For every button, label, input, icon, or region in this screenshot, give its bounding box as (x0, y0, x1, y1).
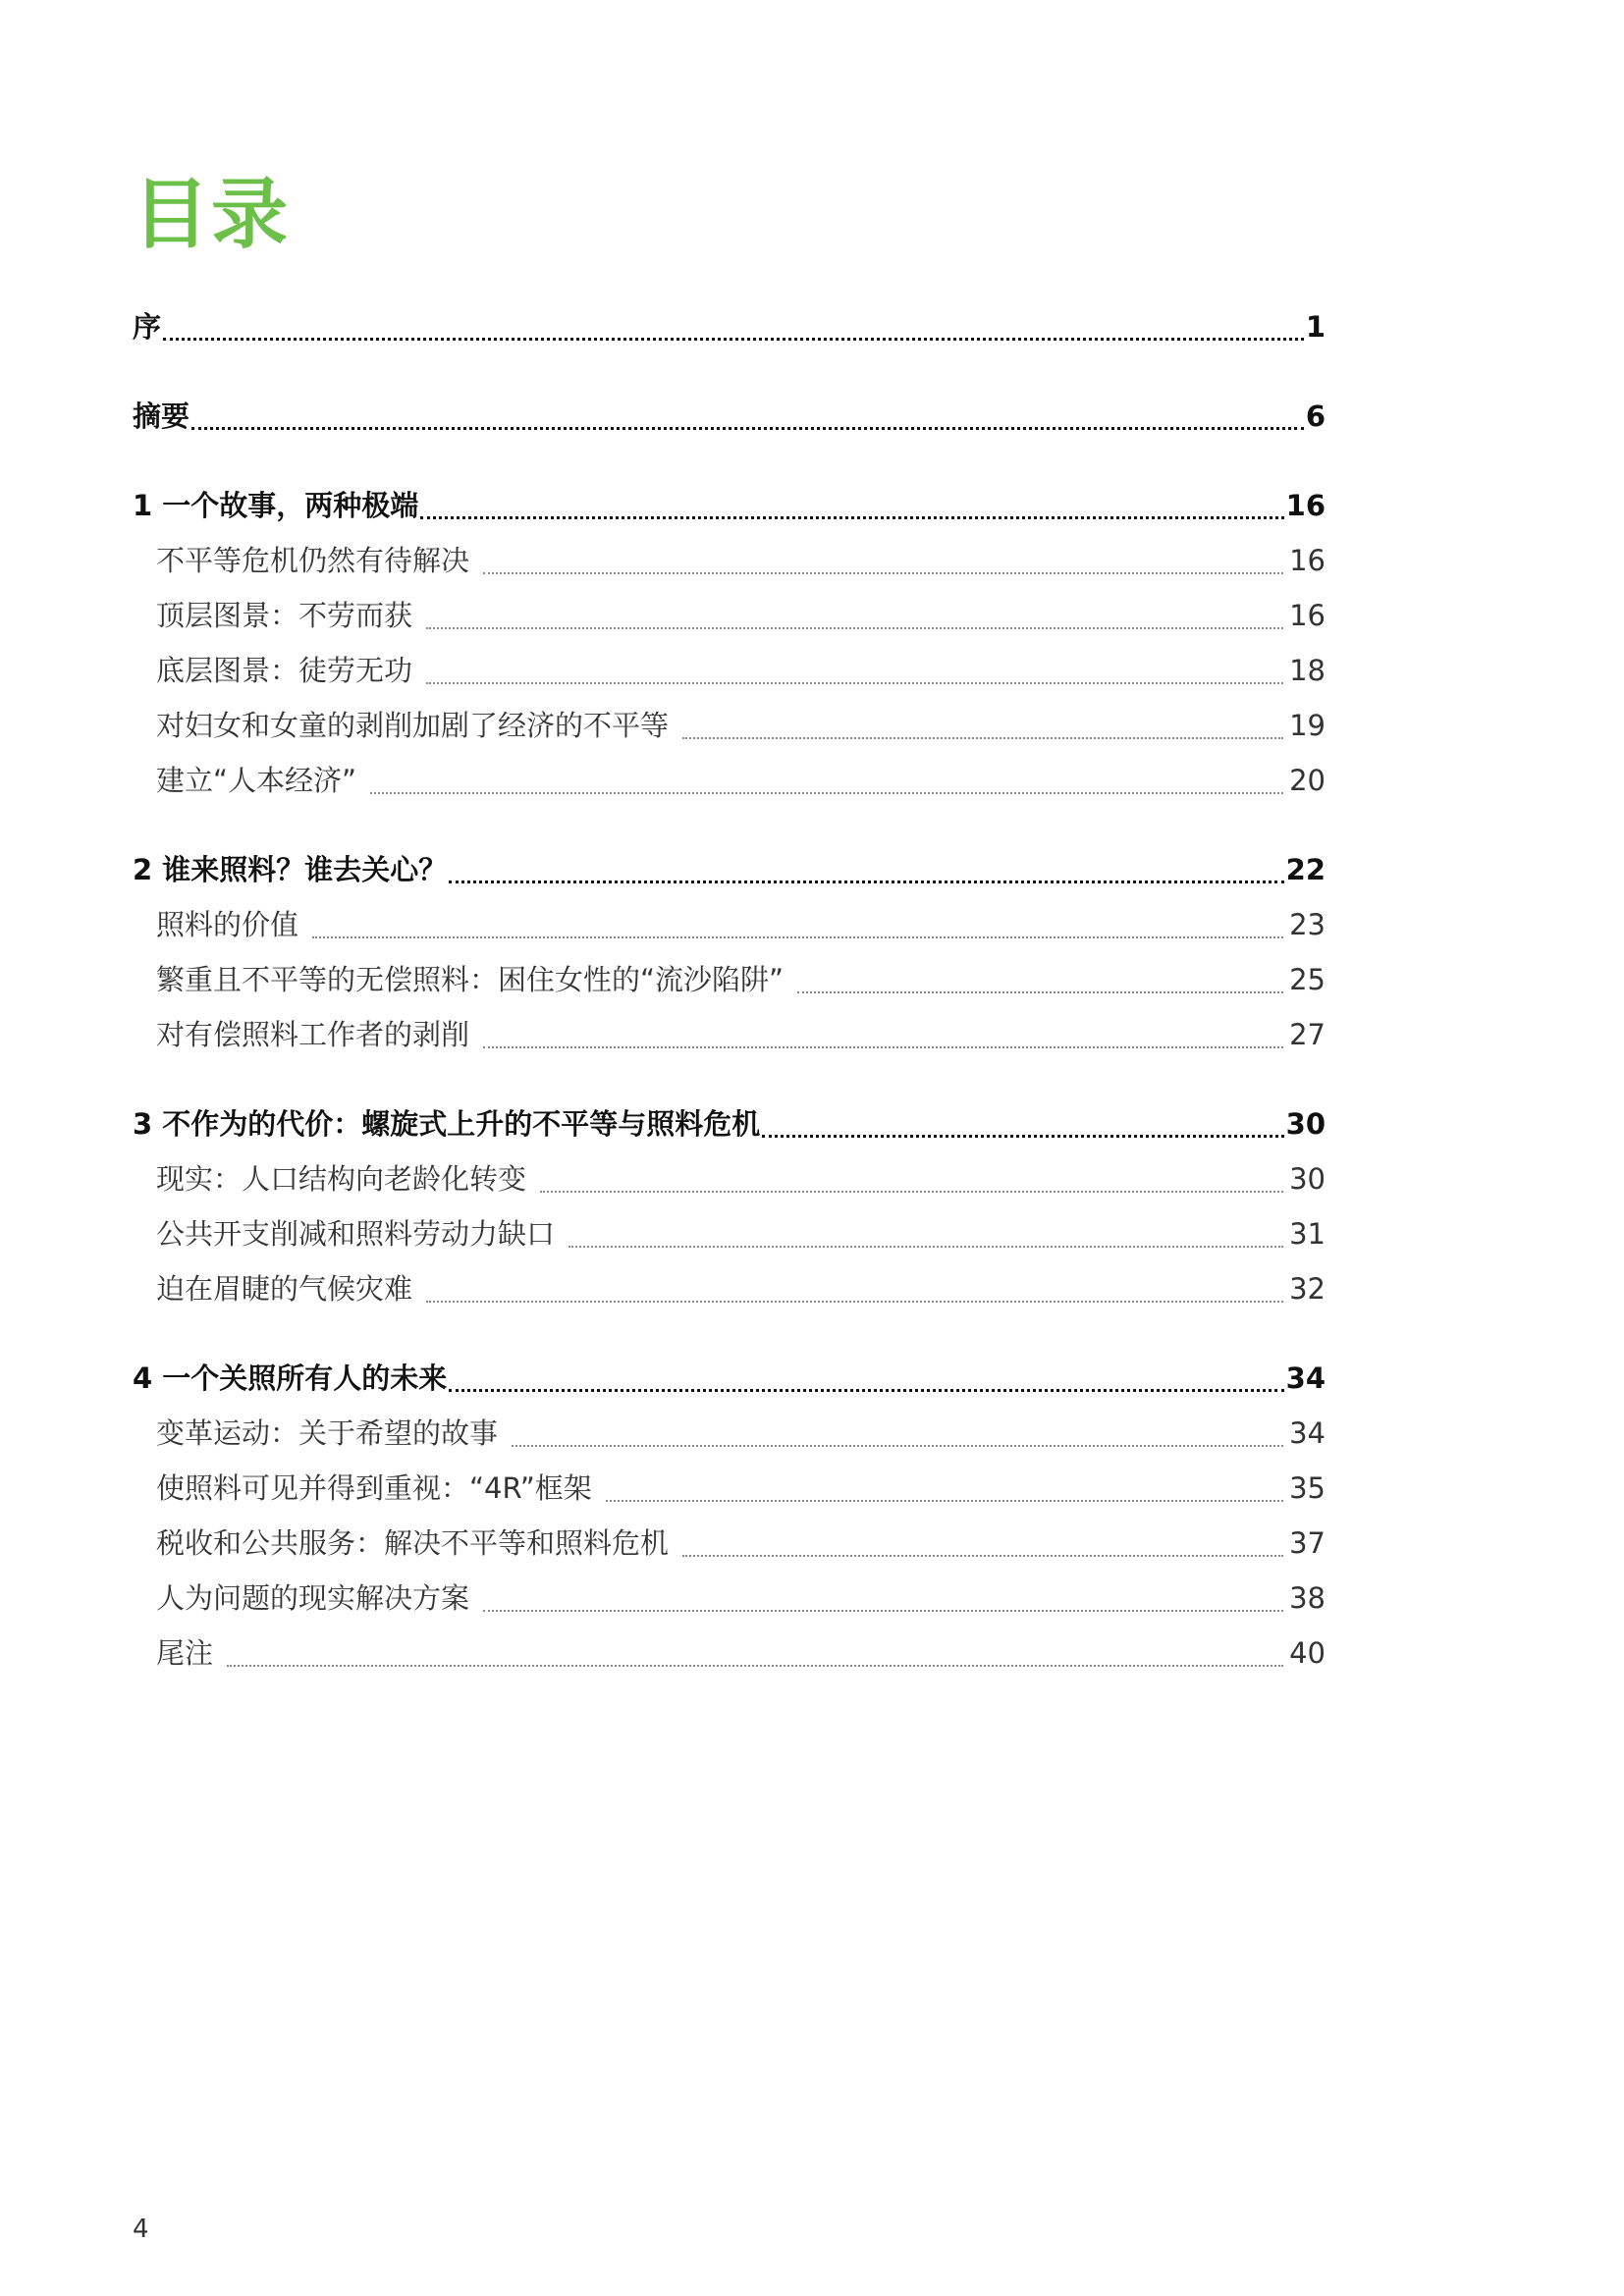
dot-leader (227, 1665, 1283, 1667)
toc-entry-page: 27 (1289, 1018, 1326, 1051)
toc-subentry[interactable] (133, 533, 1326, 588)
dot-leader (163, 338, 1304, 341)
toc-entry-label: 公共开支削减和照料劳动力缺口 (156, 1217, 556, 1251)
dot-leader (426, 627, 1283, 629)
toc-entry-page: 37 (1289, 1526, 1326, 1560)
toc-entry-label: 迫在眉睫的气候灾难 (156, 1272, 413, 1306)
dot-leader (483, 572, 1283, 574)
dot-leader (568, 1246, 1283, 1248)
toc-entry-label: 使照料可见并得到重视：“4R”框架 (156, 1471, 592, 1505)
toc-entry-chapter-1[interactable] (133, 478, 1326, 533)
toc-entry-page: 22 (1285, 853, 1326, 886)
dot-leader (312, 936, 1283, 938)
dot-leader (682, 737, 1283, 739)
toc-entry-label: 摘要 (133, 400, 190, 433)
toc-entry-chapter-3[interactable] (133, 1096, 1326, 1151)
page-title: 目录 (133, 171, 291, 260)
toc-subentry[interactable] (133, 1626, 1326, 1681)
toc-subentry[interactable] (133, 1206, 1326, 1261)
toc-entry-label: 变革运动：关于希望的故事 (156, 1416, 499, 1450)
toc-entry-label: 2 谁来照料？谁去关心？ (133, 853, 448, 886)
toc-entry-chapter-2[interactable] (133, 842, 1326, 897)
dot-leader (449, 881, 1283, 883)
toc-entry-label: 不平等危机仍然有待解决 (156, 544, 470, 577)
toc-entry-label: 3 不作为的代价：螺旋式上升的不平等与照料危机 (133, 1107, 761, 1141)
dot-leader (191, 427, 1304, 430)
dot-leader (682, 1555, 1283, 1557)
toc-entry-page: 35 (1289, 1471, 1326, 1505)
toc-entry-label: 顶层图景：不劳而获 (156, 599, 413, 632)
dot-leader (449, 1389, 1283, 1392)
dot-leader (426, 682, 1283, 684)
toc-subentry[interactable] (133, 1461, 1326, 1516)
toc-entry-page: 18 (1289, 654, 1326, 687)
toc-entry-label: 底层图景：徒劳无功 (156, 654, 413, 687)
toc-entry-label: 4 一个关照所有人的未来 (133, 1362, 448, 1395)
page-number: 4 (133, 2215, 149, 2244)
toc-subentry[interactable] (133, 1571, 1326, 1626)
toc-entry-label: 繁重且不平等的无偿照料：困住女性的“流沙陷阱” (156, 963, 785, 996)
toc-entry-page: 40 (1289, 1636, 1326, 1670)
toc-entry-page: 38 (1289, 1581, 1326, 1615)
toc-entry-label: 对有偿照料工作者的剥削 (156, 1018, 470, 1051)
toc-subentry[interactable] (133, 1516, 1326, 1571)
toc-entry-label: 照料的价值 (156, 908, 299, 941)
toc-entry-label: 尾注 (156, 1636, 214, 1670)
toc-entry-page: 23 (1289, 908, 1326, 941)
toc-entry-page: 20 (1289, 764, 1326, 797)
toc-entry-label: 1 一个故事，两种极端 (133, 489, 419, 522)
toc-entry-page: 30 (1285, 1107, 1326, 1141)
toc-subentry[interactable] (133, 698, 1326, 753)
dot-leader (483, 1610, 1283, 1612)
dot-leader (606, 1500, 1283, 1502)
toc-entry-label: 对妇女和女童的剥削加剧了经济的不平等 (156, 709, 670, 742)
toc-entry-page: 25 (1289, 963, 1326, 996)
dot-leader (762, 1135, 1283, 1138)
toc-entry-label: 现实：人口结构向老龄化转变 (156, 1162, 527, 1196)
toc-subentry[interactable] (133, 753, 1326, 808)
toc-entry-page: 30 (1289, 1162, 1326, 1196)
table-of-contents (133, 299, 1326, 1681)
toc-entry-page: 34 (1285, 1362, 1326, 1395)
toc-subentry[interactable] (133, 897, 1326, 952)
toc-subentry[interactable] (133, 1151, 1326, 1206)
dot-leader (420, 516, 1283, 519)
toc-entry-page: 16 (1289, 544, 1326, 577)
toc-entry-page: 16 (1285, 489, 1326, 522)
toc-entry-chapter-4[interactable] (133, 1351, 1326, 1406)
toc-entry-label: 人为问题的现实解决方案 (156, 1581, 470, 1615)
dot-leader (483, 1046, 1283, 1048)
toc-subentry[interactable] (133, 588, 1326, 643)
toc-entry-page: 6 (1305, 400, 1326, 433)
toc-entry-label: 税收和公共服务：解决不平等和照料危机 (156, 1526, 670, 1560)
toc-entry-label: 序 (133, 310, 162, 344)
toc-entry-page: 32 (1289, 1272, 1326, 1306)
toc-subentry[interactable] (133, 952, 1326, 1007)
toc-subentry[interactable] (133, 1261, 1326, 1316)
toc-entry-page: 16 (1289, 599, 1326, 632)
dot-leader (370, 792, 1283, 794)
toc-entry-summary[interactable] (133, 389, 1326, 444)
dot-leader (426, 1301, 1283, 1303)
toc-entry-page: 34 (1289, 1416, 1326, 1450)
toc-subentry[interactable] (133, 1406, 1326, 1461)
dot-leader (512, 1445, 1283, 1447)
toc-subentry[interactable] (133, 1007, 1326, 1062)
toc-entry-preface[interactable] (133, 299, 1326, 354)
toc-entry-page: 1 (1305, 310, 1326, 344)
toc-subentry[interactable] (133, 643, 1326, 698)
dot-leader (540, 1191, 1283, 1193)
toc-entry-page: 19 (1289, 709, 1326, 742)
dot-leader (797, 991, 1283, 993)
toc-entry-label: 建立“人本经济” (156, 764, 357, 797)
toc-entry-page: 31 (1289, 1217, 1326, 1251)
